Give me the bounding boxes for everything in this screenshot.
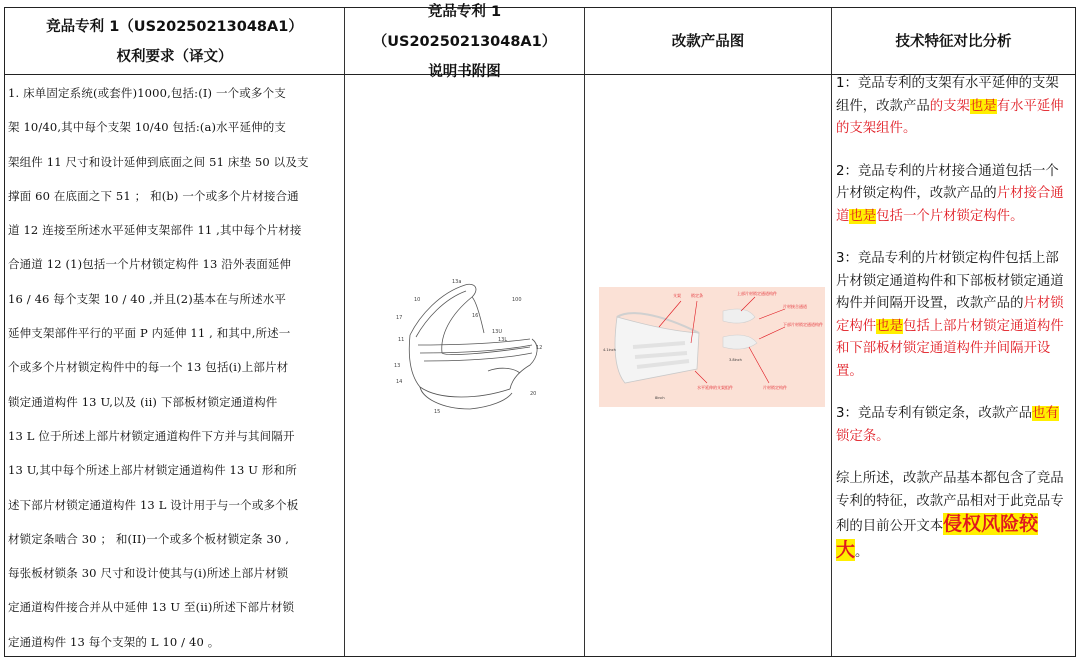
header-drawings-line1: 竞品专利 1（US20250213048A1）: [372, 3, 557, 50]
drawing-label-11: 11: [398, 337, 405, 343]
photo-dim-height: 4.1inch: [603, 348, 616, 352]
drawing-label-15: 15: [434, 409, 441, 415]
drawing-label-13u: 13U: [492, 329, 503, 335]
claims-line: 13 U,其中每个所述上部片材锁定通道构件 13 U 形和所: [8, 463, 297, 478]
analysis-highlight: 也是: [849, 208, 877, 224]
photo-label-lock-strip: 锁定条: [691, 293, 703, 298]
header-product: [585, 8, 831, 75]
header-drawings-line2: 说明书附图: [428, 63, 501, 80]
analysis-text-span: ：竞品专利的片材接合通道包括一个片材锁定构件，改款产品的: [836, 163, 1059, 201]
header-claims-line1: 竞品专利 1（US20250213048A1）: [46, 18, 303, 35]
photo-label-bracket: 支架: [673, 293, 681, 298]
analysis-red-span: 片材接合通道: [836, 186, 1064, 224]
drawing-label-16: 16: [472, 313, 479, 319]
header-analysis-title: 技术特征对比分析: [895, 33, 1012, 50]
claims-line: 个或多个片材锁定构件中的每一个 13 包括(i)上部片材: [8, 360, 289, 375]
header-product-title: 改款产品图: [671, 33, 745, 50]
point-number: 3: [836, 251, 845, 266]
analysis-point-4: [836, 403, 1066, 448]
analysis-text-span: ：竞品专利的片材锁定构件包括上部片材锁定通道构件和下部板材锁定通道构件并间隔开设置，改款产品的: [836, 251, 1064, 311]
drawing-label-14: 14: [396, 379, 403, 385]
claims-line: 合通道 12 (1)包括一个片材锁定构件 13 沿外表面延伸: [8, 257, 292, 272]
patent-drawing: [380, 275, 550, 423]
analysis-highlight: 也是: [969, 98, 997, 114]
product-photo: [599, 287, 825, 407]
photo-label-sheet-lock: 片材锁定构件: [763, 385, 787, 390]
photo-label-lower-channel: 下部片材锁定通道构件: [783, 322, 823, 327]
analysis-red-span: 锁定条。: [836, 428, 890, 444]
column-divider: [831, 8, 832, 656]
analysis-text: [836, 73, 1066, 564]
photo-label-sheet-channel: 片材接合通道: [783, 304, 807, 309]
photo-dim-width: 3.8inch: [729, 358, 742, 362]
column-divider: [584, 8, 585, 656]
claims-line: 架 10/40,其中每个支架 10/40 包括:(a)水平延伸的支: [8, 120, 287, 135]
analysis-point-2: [836, 161, 1066, 229]
point-number: 2: [836, 163, 845, 179]
claims-line: 定通道构件 13 每个支架的 L 10 / 40 。: [8, 634, 220, 649]
claims-line: 每张板材锁条 30 尺寸和设计使其与(i)所述上部片材锁: [8, 566, 289, 581]
analysis-highlight: 也是: [876, 318, 903, 334]
drawing-label-12: 12: [536, 345, 543, 351]
claims-text: [8, 76, 338, 659]
claims-line: 16 / 46 每个支架 10 / 40 ,并且(2)基本在与所述水平: [8, 291, 287, 306]
drawing-label-13a: 13a: [452, 279, 462, 285]
header-drawings: [345, 3, 584, 80]
analysis-text-span: 。: [855, 544, 869, 560]
claims-line: 架组件 11 尺寸和设计延伸到底面之间 51 床垫 50 以及支: [8, 154, 309, 169]
analysis-red-span: 片材锁定构件: [836, 296, 1064, 334]
analysis-point-1: [836, 73, 1066, 141]
claims-line: 13 L 位于所述上部片材锁定通道构件下方并与其间隔开: [8, 428, 295, 443]
risk-conclusion: 侵权风险较大: [836, 513, 1039, 561]
analysis-conclusion: [836, 468, 1066, 564]
photo-dim-length: 8inch: [655, 396, 665, 400]
analysis-highlight: 也有: [1032, 406, 1059, 421]
analysis-red-span: 包括一个片材锁定构件。: [876, 208, 1024, 224]
drawing-label-13l: 13L: [498, 337, 508, 343]
claims-line: 撑面 60 在底面之下 51 ； 和(b) 一个或多个片材接合通: [8, 188, 299, 203]
analysis-text-span: ：竞品专利有锁定条，改款产品: [844, 406, 1032, 421]
analysis-text-span: ：竞品专利的支架有水平延伸的支架组件，改款产品: [836, 76, 1059, 114]
point-number: 1: [836, 76, 845, 91]
header-analysis: [832, 8, 1075, 75]
claims-line: 述下部片材锁定通道构件 13 L 设计用于与一个或多个板: [8, 497, 299, 512]
drawing-label-13: 13: [394, 363, 401, 369]
column-divider: [344, 8, 345, 656]
claims-line: 道 12 连接至所述水平延伸支架部件 11 ,其中每个片材接: [8, 223, 302, 238]
photo-label-horizontal-bracket: 水平延伸的支架组件: [697, 385, 733, 390]
analysis-red-span: 包括上部片材锁定通道构件和下部板材锁定通道构件并间隔开设置。: [836, 318, 1064, 379]
claims-line: 延伸支架部件平行的平面 P 内延伸 11 , 和其中,所述一: [8, 326, 291, 341]
drawing-label-100: 100: [512, 297, 522, 303]
drawing-label-10: 10: [414, 297, 421, 303]
header-claims-line2: 权利要求（译文）: [116, 48, 233, 65]
drawing-label-17: 17: [396, 315, 403, 321]
claims-line: 定通道构件接合并从中延伸 13 U 至(ii)所述下部片材锁: [8, 600, 295, 615]
claims-line: 锁定通道构件 13 U,以及 (ii) 下部板材锁定通道构件: [8, 394, 278, 409]
analysis-text-span: 综上所述，改款产品基本都包含了竞品专利的特征，改款产品相对于此竞品专利的目前公开文本: [836, 471, 1064, 534]
claims-line: 材锁定条啮合 30 ； 和(II)一个或多个板材锁定条 30 ,: [8, 531, 290, 546]
header-claims: [5, 8, 344, 75]
drawing-label-20: 20: [530, 391, 537, 397]
photo-label-upper-channel: 上部片材锁定通道构件: [737, 291, 777, 296]
analysis-point-3: [836, 248, 1066, 383]
analysis-red-span: 有水平延伸的支架组件。: [836, 98, 1064, 136]
claims-line: 1. 床单固定系统(或套件)1000,包括:(I) 一个或多个支: [8, 86, 286, 100]
analysis-red-span: 的支架: [929, 98, 970, 114]
point-number: 3: [836, 406, 845, 421]
